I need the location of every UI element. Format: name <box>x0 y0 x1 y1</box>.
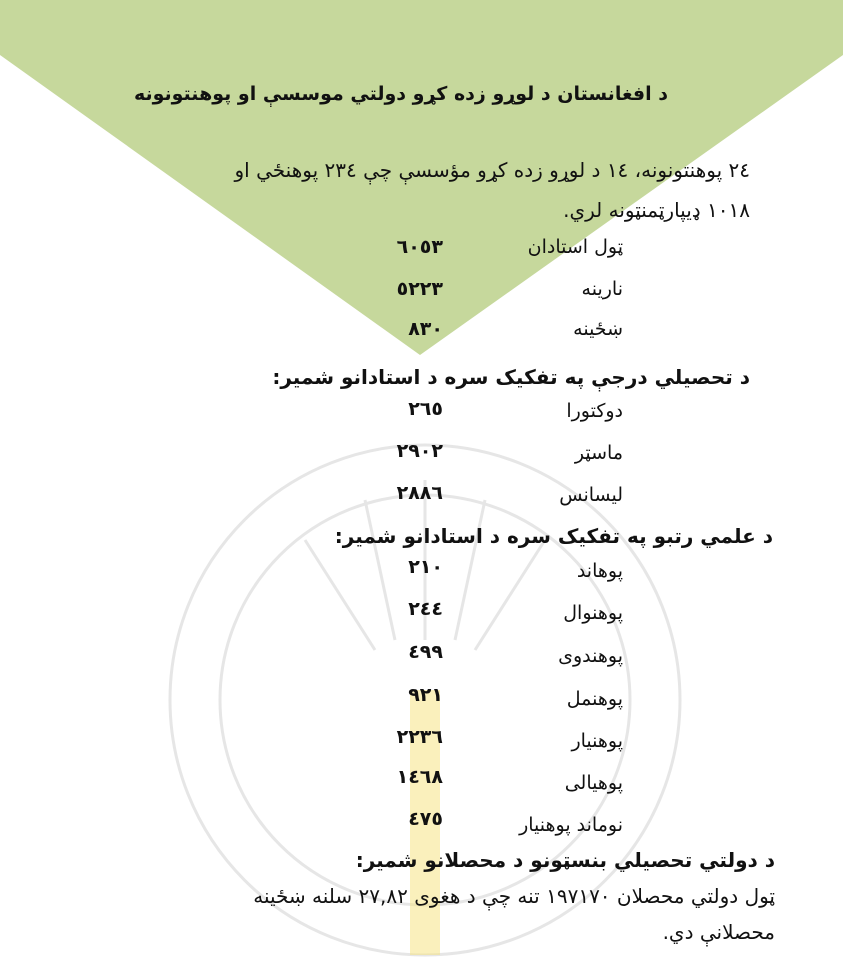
rank-label: پوهنوال <box>563 602 623 624</box>
rank-value: ٤۷٥ <box>408 808 443 830</box>
page-title: د افغانستان د لوړو زده کړو دولتي موسسې او پوهنتونونه <box>133 83 668 105</box>
intro-line-2: ۱۰۱۸ ډیپارټمنټونه لري. <box>563 198 750 222</box>
students-heading: د دولتي تحصیلي بنسټونو د محصلانو شمیر: <box>355 848 775 872</box>
totals-value: ٥۲۲۳ <box>396 278 443 300</box>
rank-value: ۲۲۳٦ <box>396 726 443 748</box>
rank-value: ۲۱۰ <box>408 556 443 578</box>
degree-label: ماسټر <box>574 442 623 464</box>
degree-value: ۲۸۸٦ <box>396 482 443 504</box>
rank-label: پوهندوی <box>558 645 623 667</box>
rank-heading: د علمي رتبو په تفکیک سره د استادانو شمیر: <box>334 524 773 548</box>
degree-label: دوکتورا <box>566 400 623 422</box>
rank-label: پوهاند <box>576 560 623 582</box>
students-line-1: ټول دولتي محصلان ۱۹۷۱۷۰ تنه چې د هغوی ۲۷,۸۲ سلنه ښځینه <box>253 884 775 908</box>
totals-value: ۸۳۰ <box>408 318 443 340</box>
rank-value: ۱٤٦۸ <box>396 766 443 788</box>
degree-value: ۲٦٥ <box>408 398 443 420</box>
students-line-2: محصلانې دي. <box>662 920 775 944</box>
rank-value: ٤۹۹ <box>408 641 443 663</box>
degree-value: ۲۹۰۲ <box>396 440 443 462</box>
rank-label: پوهنمل <box>566 688 623 710</box>
rank-label: نوماند پوهنیار <box>519 814 623 836</box>
rank-label: پوهنیار <box>571 730 623 752</box>
degree-label: لیسانس <box>559 484 623 506</box>
totals-label: نارینه <box>581 278 623 300</box>
rank-value: ۹۲۱ <box>408 684 443 706</box>
totals-label: ټول استادان <box>527 236 623 258</box>
intro-line-1: ۲٤ پوهنتونونه، ۱٤ د لوړو زده کړو مؤسسې چې ۲۳٤ پوهنځي او <box>234 158 750 182</box>
rank-label: پوهیالی <box>564 772 623 794</box>
totals-value: ٦۰٥۳ <box>396 236 443 258</box>
rank-value: ۲٤٤ <box>408 598 443 620</box>
degree-heading: د تحصیلي درجې په تفکیک سره د استادانو شمیر: <box>272 365 750 389</box>
totals-label: ښځینه <box>573 318 623 340</box>
